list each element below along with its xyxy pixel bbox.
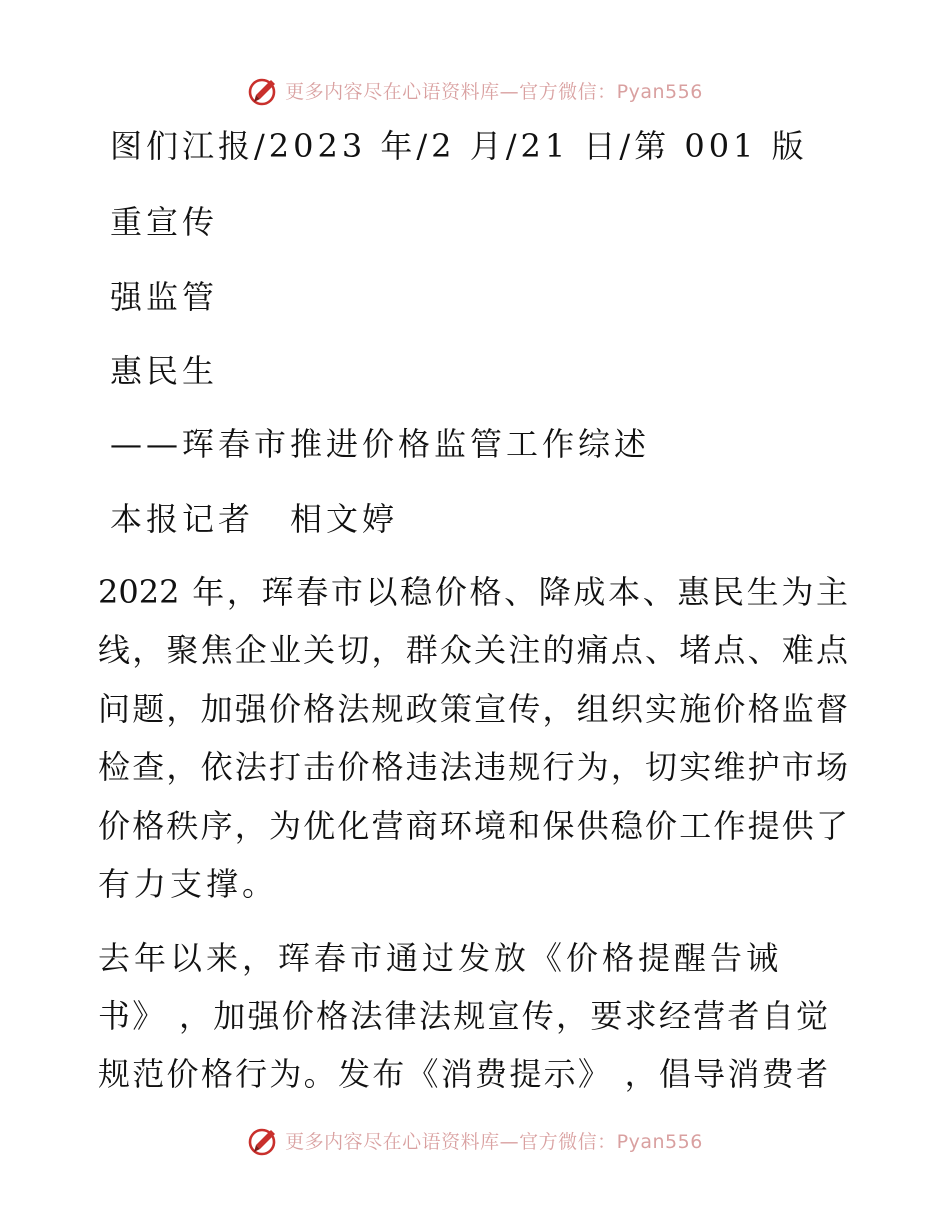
watermark-header <box>0 70 950 110</box>
paragraph-line: 书》 ，加强价格法律法规宣传，要求经营者自觉 <box>98 997 828 1035</box>
byline: 本报记者 相文婷 <box>110 500 399 538</box>
paragraph-line: 有力支撑。 <box>98 865 279 903</box>
paragraph-line: 2022 年，珲春市以稳价格、降成本、惠民生为主 <box>98 573 848 611</box>
watermark-footer <box>0 1120 950 1160</box>
title-line-2: 强监管 <box>110 278 219 316</box>
paragraph-line: 价格秩序，为优化营商环境和保供稳价工作提供了 <box>98 807 848 845</box>
paragraph-line: 去年以来，珲春市通过发放《价格提醒告诫 <box>98 939 783 977</box>
pen-logo-icon <box>247 73 281 107</box>
paragraph-line: 规范价格行为。发布《消费提示》 ，倡导消费者 <box>98 1055 828 1093</box>
title-line-1: 重宣传 <box>110 203 219 241</box>
title-line-3: 惠民生 <box>110 352 219 390</box>
paragraph-line: 检查，依法打击价格违法违规行为，切实维护市场 <box>98 748 848 786</box>
paragraph-line: 线，聚焦企业关切，群众关注的痛点、堵点、难点 <box>98 631 848 669</box>
dateline: 图们江报/2023 年/2 月/21 日/第 001 版 <box>110 127 808 165</box>
watermark-text: 更多内容尽在心语资料库—官方微信：Pyan556 <box>285 1130 703 1153</box>
watermark-text: 更多内容尽在心语资料库—官方微信：Pyan556 <box>285 80 703 103</box>
subtitle: ——珲春市推进价格监管工作综述 <box>110 425 651 463</box>
pen-logo-icon <box>247 1123 281 1157</box>
paragraph-line: 问题，加强价格法规政策宣传，组织实施价格监督 <box>98 690 848 728</box>
